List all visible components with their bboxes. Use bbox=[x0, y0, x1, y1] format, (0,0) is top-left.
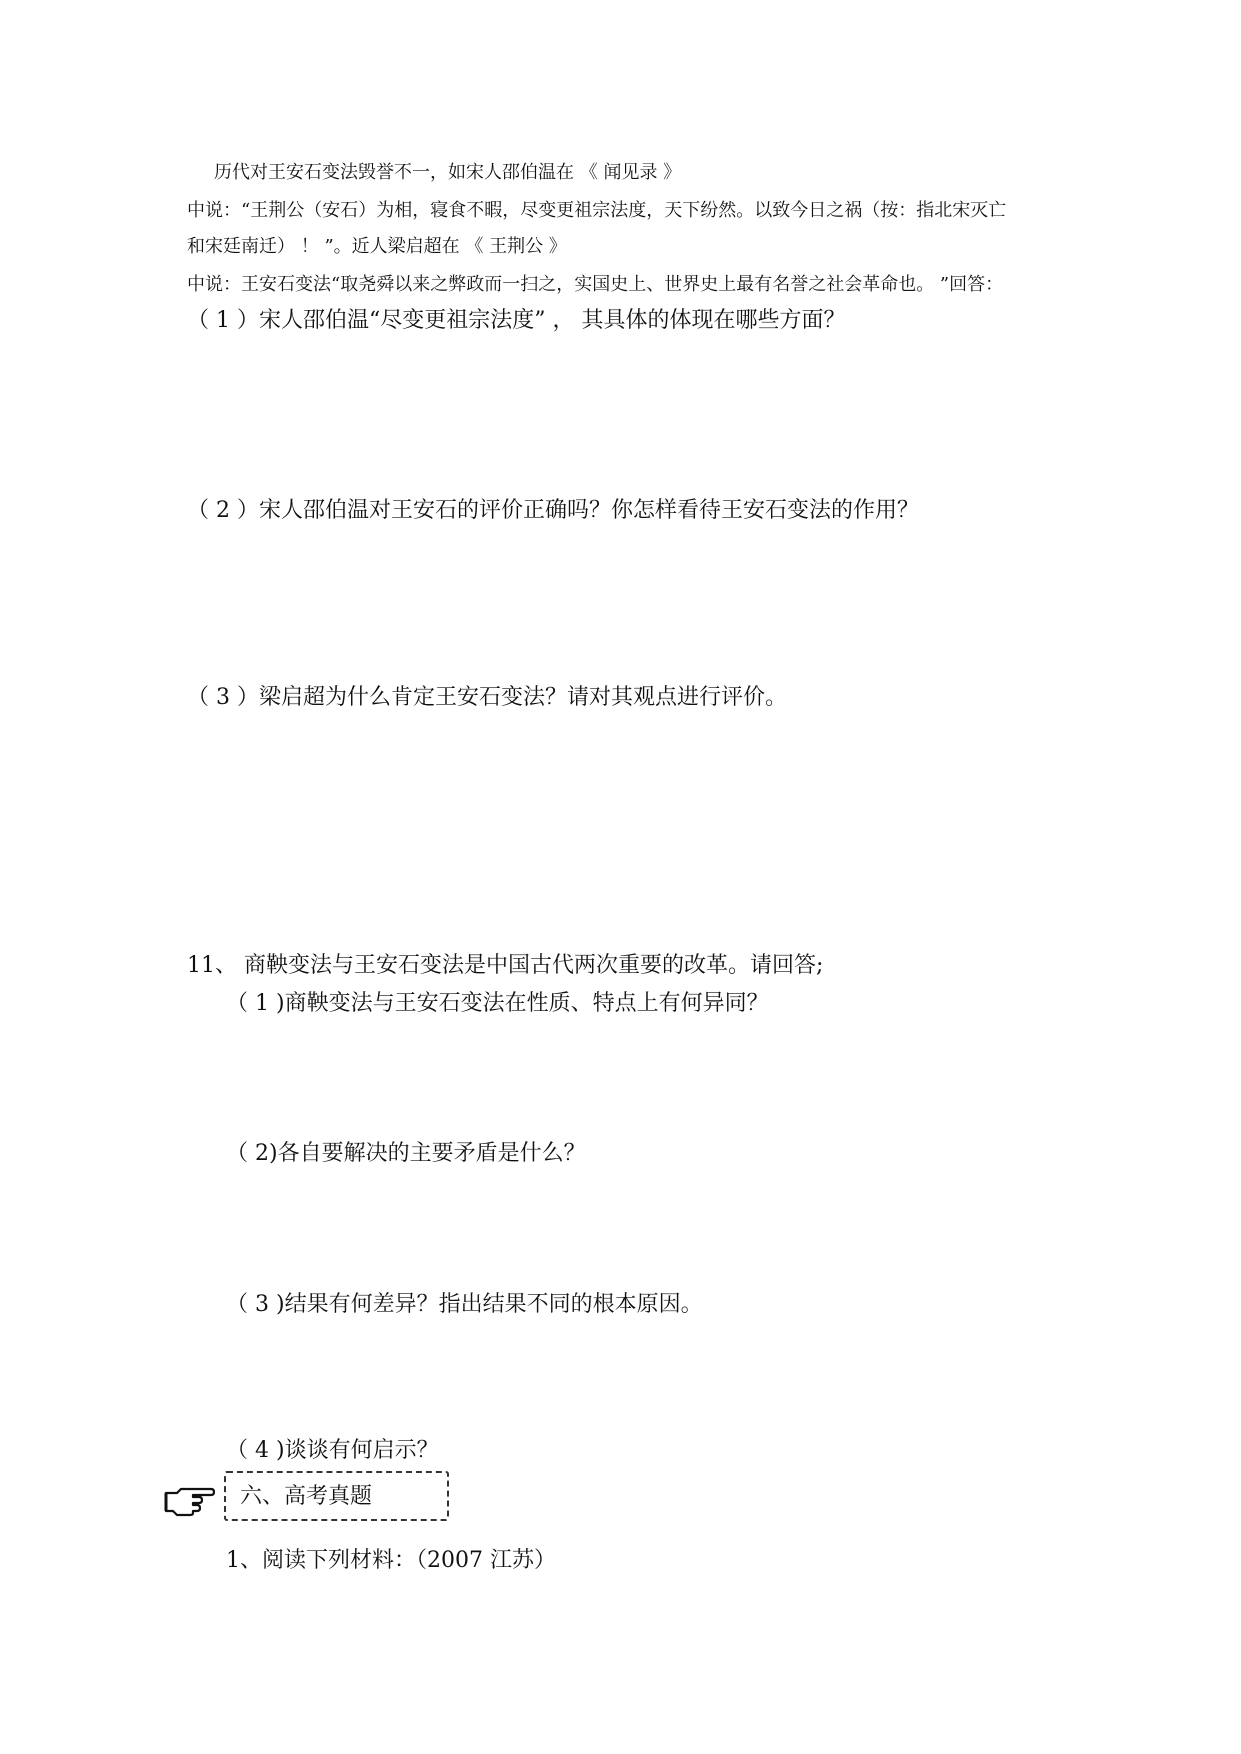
question-10-part-3: （ 3 ）梁启超为什么肯定王安石变法？请对其观点进行评价。 bbox=[187, 685, 787, 710]
intro-line-2: 中说：“王荆公（安石）为相，寝食不暇，尽变更祖宗法度，天下纷然。以致今日之祸（按：指北宋灭亡 bbox=[187, 200, 1007, 221]
pointing-hand-icon bbox=[163, 1483, 215, 1517]
question-11-part-2: （ 2)各自要解决的主要矛盾是什么？ bbox=[226, 1141, 586, 1166]
question-10-part-1: （ 1 ）宋人邵伯温“尽变更祖宗法度” ， 其具体的体现在哪些方面？ bbox=[187, 308, 846, 333]
intro-line-4: 中说：王安石变法“取尧舜以来之弊政而一扫之，实国史上、世界史上最有名誉之社会革命也。 ”回答： bbox=[187, 274, 1004, 295]
question-11-part-1: （ 1 )商鞅变法与王安石变法在性质、特点上有何异同？ bbox=[226, 991, 769, 1016]
intro-line-1: 历代对王安石变法毁誉不一，如宋人邵伯温在 《 闻见录 》 bbox=[214, 162, 682, 183]
intro-line-3: 和宋廷南迁） ！ ”。近人梁启超在 《 王荆公 》 bbox=[187, 236, 567, 257]
item-1-read-material: 1、阅读下列材料：（2007 江苏） bbox=[226, 1548, 556, 1573]
question-10-part-2: （ 2 ）宋人邵伯温对王安石的评价正确吗？你怎样看待王安石变法的作用？ bbox=[187, 498, 919, 523]
question-11-title: 11、 商鞅变法与王安石变法是中国古代两次重要的改革。请回答; bbox=[187, 953, 824, 978]
section-heading-box bbox=[224, 1471, 449, 1521]
question-11-part-3: （ 3 )结果有何差异？指出结果不同的根本原因。 bbox=[226, 1292, 703, 1317]
question-11-part-4: （ 4 )谈谈有何启示？ bbox=[226, 1438, 439, 1463]
section-heading: 六、高考真题 bbox=[240, 1484, 373, 1509]
